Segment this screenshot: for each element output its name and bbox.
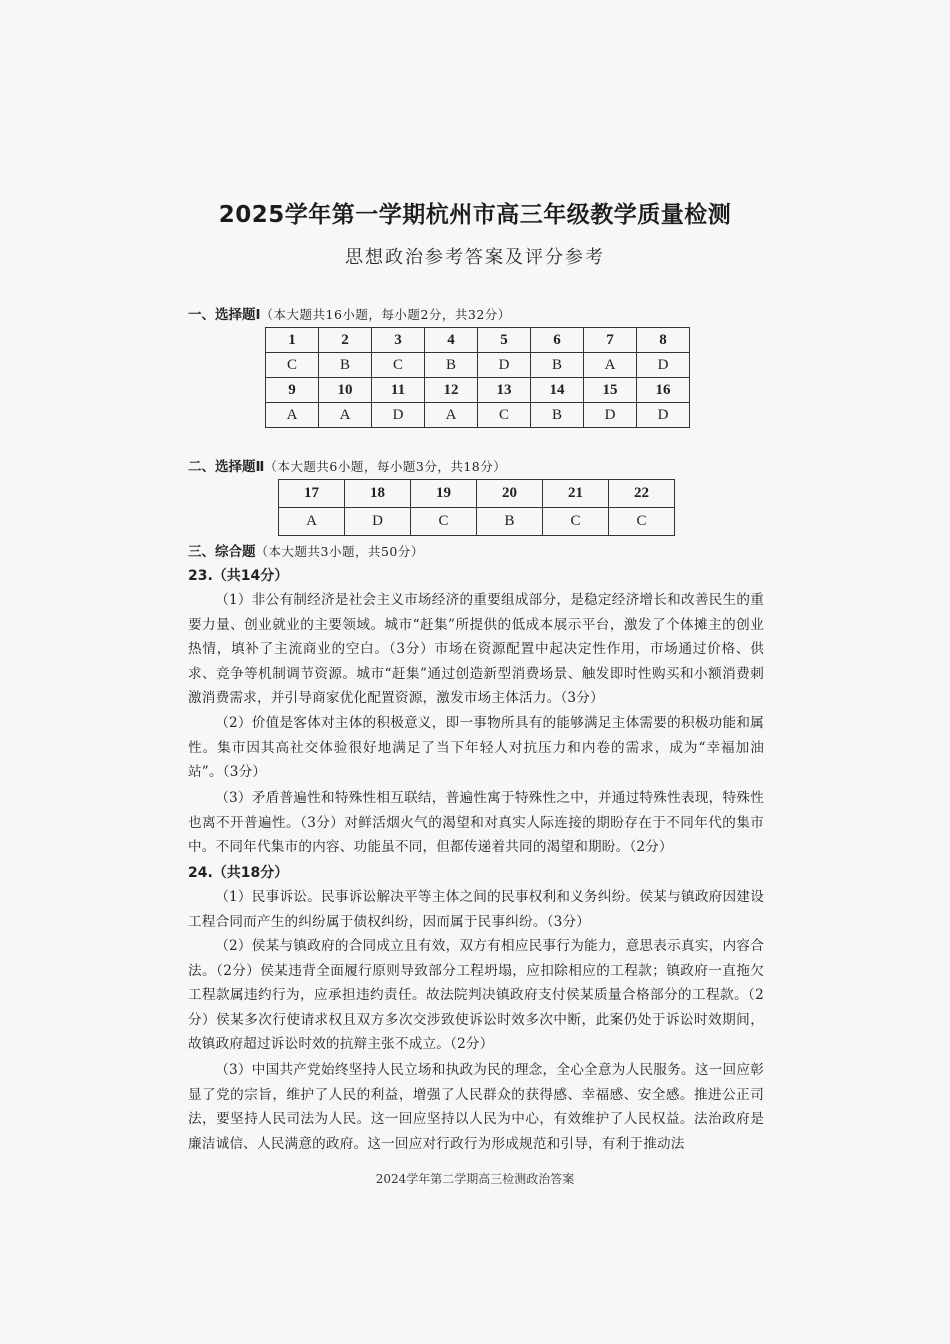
question-number: 9 xyxy=(266,378,319,403)
question-number: 19 xyxy=(411,480,477,508)
q24-answer-1: （1）民事诉讼。民事诉讼解决平等主体之间的民事权利和义务纠纷。侯某与镇政府因建设工程合同而产生的纠纷属于债权纠纷，因而属于民事纠纷。（3分） xyxy=(188,889,764,930)
table-row xyxy=(279,480,675,508)
answer-cell: B xyxy=(531,353,584,378)
question-number: 4 xyxy=(425,328,478,353)
question-number: 2 xyxy=(319,328,372,353)
section3-heading xyxy=(188,540,424,560)
question-number: 14 xyxy=(531,378,584,403)
answer-cell: C xyxy=(266,353,319,378)
section2-label: 二、选择题Ⅱ xyxy=(188,459,265,475)
section1-note: （本大题共16小题，每小题2分，共32分） xyxy=(260,307,511,322)
question-number: 15 xyxy=(584,378,637,403)
section2-note: （本大题共6小题，每小题3分，共18分） xyxy=(264,459,507,474)
table-row xyxy=(266,378,690,403)
section2-answer-table xyxy=(278,479,675,536)
section1-heading xyxy=(188,303,511,323)
question-number: 17 xyxy=(279,480,345,508)
table-row xyxy=(266,403,690,428)
answer-cell: B xyxy=(319,353,372,378)
q24-answer-3: （3）中国共产党始终坚持人民立场和执政为民的理念，全心全意为人民服务。这一回应彰显了党的宗旨，维护了人民的利益，增强了人民群众的获得感、幸福感、安全感。推进公正司法，要坚持人民司法为人民。这一回应坚持以人民为中心，有效维护了人民权益。法治政府是廉洁诚信、人民满意的政府。这一回应对行政行为形成规范和引导，有利于推动法 xyxy=(188,1062,764,1152)
answer-cell: D xyxy=(584,403,637,428)
answer-cell: D xyxy=(372,403,425,428)
answer-cell: C xyxy=(609,508,675,536)
section3-label: 三、综合题 xyxy=(188,544,256,560)
answer-cell: B xyxy=(425,353,478,378)
answer-cell: A xyxy=(319,403,372,428)
answer-cell: B xyxy=(531,403,584,428)
table-row xyxy=(266,353,690,378)
question-number: 20 xyxy=(477,480,543,508)
page-subtitle: 思想政治参考答案及评分参考 xyxy=(345,247,605,268)
answer-cell: A xyxy=(425,403,478,428)
q23-answer-2: （2）价值是客体对主体的积极意义，即一事物所具有的能够满足主体需要的积极功能和属性。集市因其高社交体验很好地满足了当下年轻人对抗压力和内卷的需求，成为“幸福加油站”。（3分） xyxy=(188,715,764,781)
question-number: 13 xyxy=(478,378,531,403)
section2-heading xyxy=(188,455,506,475)
answer-cell: A xyxy=(266,403,319,428)
answer-cell: C xyxy=(478,403,531,428)
section3-note: （本大题共3小题，共50分） xyxy=(255,544,424,559)
answer-cell: A xyxy=(584,353,637,378)
answer-cell: C xyxy=(372,353,425,378)
q23-heading: 23.（共14分） xyxy=(188,568,289,584)
answer-cell: D xyxy=(345,508,411,536)
question-number: 6 xyxy=(531,328,584,353)
answer-cell: C xyxy=(543,508,609,536)
question-number: 8 xyxy=(637,328,690,353)
q23-answer-3: （3）矛盾普遍性和特殊性相互联结，普遍性寓于特殊性之中，并通过特殊性表现，特殊性也离不开普遍性。（3分）对鲜活烟火气的渴望和对真实人际连接的期盼存在于不同年代的集市中。不同年代集市的内容、功能虽不同，但都传递着共同的渴望和期盼。（2分） xyxy=(188,790,764,856)
question-number: 16 xyxy=(637,378,690,403)
question-number: 7 xyxy=(584,328,637,353)
question-number: 12 xyxy=(425,378,478,403)
section1-answer-table xyxy=(265,327,690,428)
answer-cell: D xyxy=(637,403,690,428)
section1-label: 一、选择题Ⅰ xyxy=(188,307,261,323)
question-number: 22 xyxy=(609,480,675,508)
q23-answer-1: （1）非公有制经济是社会主义市场经济的重要组成部分，是稳定经济增长和改善民生的重要力量、创业就业的主要领域。城市“赶集”所提供的低成本展示平台，激发了个体摊主的创业热情，填补了主流商业的空白。（3分）市场在资源配置中起决定性作用，市场通过价格、供求、竞争等机制调节资源。城市“赶集”通过创造新型消费场景、触发即时性购买和小额消费刺激消费需求，并引导商家优化配置资源，激发市场主体活力。（3分） xyxy=(188,592,764,707)
answer-cell: A xyxy=(279,508,345,536)
page-footer: 2024学年第二学期高三检测政治答案 xyxy=(375,1172,575,1186)
answer-cell: D xyxy=(478,353,531,378)
question-number: 21 xyxy=(543,480,609,508)
answer-cell: D xyxy=(637,353,690,378)
table-row xyxy=(279,508,675,536)
page-title: 2025学年第一学期杭州市高三年级教学质量检测 xyxy=(218,202,732,228)
table-row xyxy=(266,328,690,353)
question-number: 1 xyxy=(266,328,319,353)
question-number: 10 xyxy=(319,378,372,403)
answer-cell: C xyxy=(411,508,477,536)
answer-cell: B xyxy=(477,508,543,536)
question-number: 18 xyxy=(345,480,411,508)
q24-answer-2: （2）侯某与镇政府的合同成立且有效，双方有相应民事行为能力，意思表示真实，内容合法。（2分）侯某违背全面履行原则导致部分工程坍塌，应扣除相应的工程款；镇政府一直拖欠工程款属违约行为，应承担违约责任。故法院判决镇政府支付侯某质量合格部分的工程款。（2分）侯某多次行使请求权且双方多次交涉致使诉讼时效多次中断，此案仍处于诉讼时效期间，故镇政府超过诉讼时效的抗辩主张不成立。（2分） xyxy=(188,938,764,1053)
question-number: 5 xyxy=(478,328,531,353)
question-number: 11 xyxy=(372,378,425,403)
q24-heading: 24.（共18分） xyxy=(188,865,289,881)
question-number: 3 xyxy=(372,328,425,353)
